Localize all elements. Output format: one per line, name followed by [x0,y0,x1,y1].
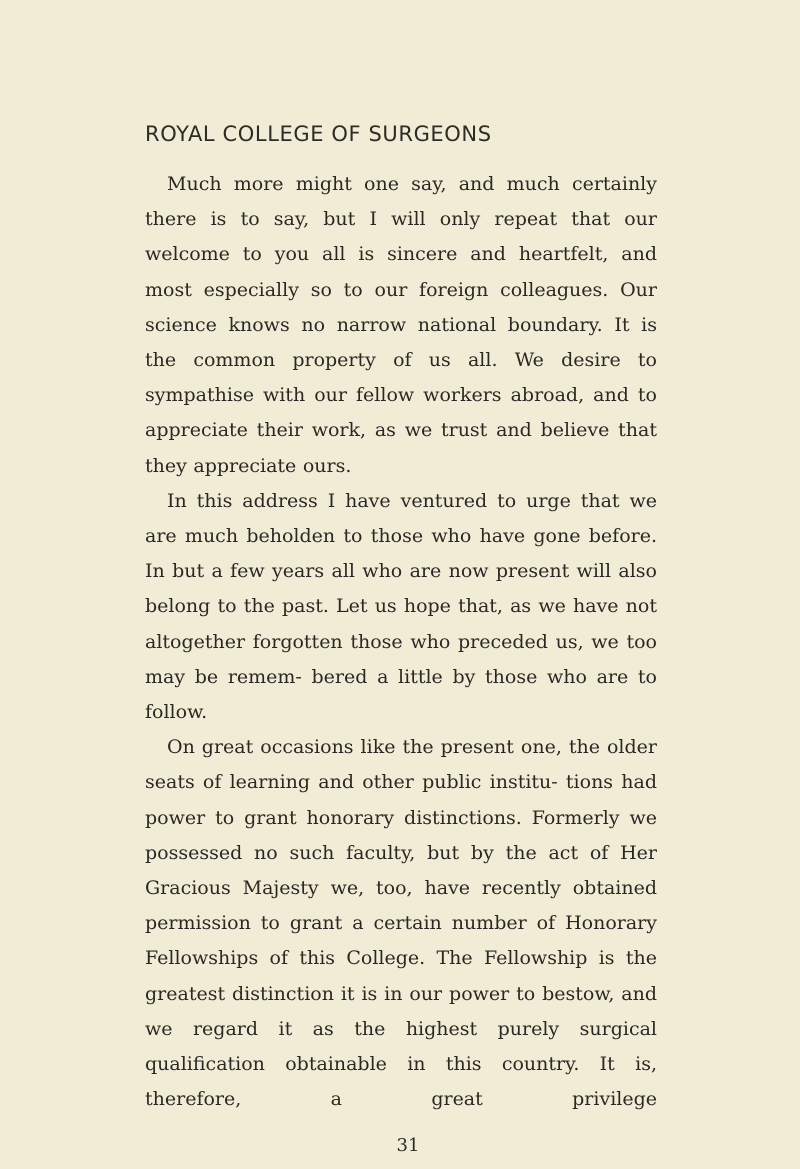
paragraph-honorary-fellowships: On great occasions like the present one, the older seats of learning and other public institu- tions had power to grant honorary distinctions. Formerly we possessed no such faculty, but by the act of Her Gracious Majesty we, too, have recently obtained permission to grant a certain number of Honorary Fellowships of this College. The Fellowship is the greatest distinction it is in our power to bestow, and we regard it as the highest purely surgical qualification obtainable in this country. It is, therefore, a great privilege [145,736,657,1111]
page-number: 31 [396,1135,420,1156]
paragraph-welcome: Much more might one say, and much certainly there is to say, but I will only repeat that our welcome to you all is sincere and heartfelt, and most especially so to our foreign colleagues. Our science knows no narrow national boundary. It is the common property of us all. We desire to sympathise with our fellow workers abroad, and to appreciate their work, as we trust and believe that they appreciate ours. [145,173,657,477]
body-text [145,167,657,1117]
paragraph-beholden: In this address I have ventured to urge that we are much beholden to those who have gone before. In but a few years all who are now present will also belong to the past. Let us hope that, as we have not altogether forgotten those who preceded us, we too may be remem- bered a little by those who are to follow. [145,489,657,724]
running-head: ROYAL COLLEGE OF SURGEONS [145,122,492,146]
